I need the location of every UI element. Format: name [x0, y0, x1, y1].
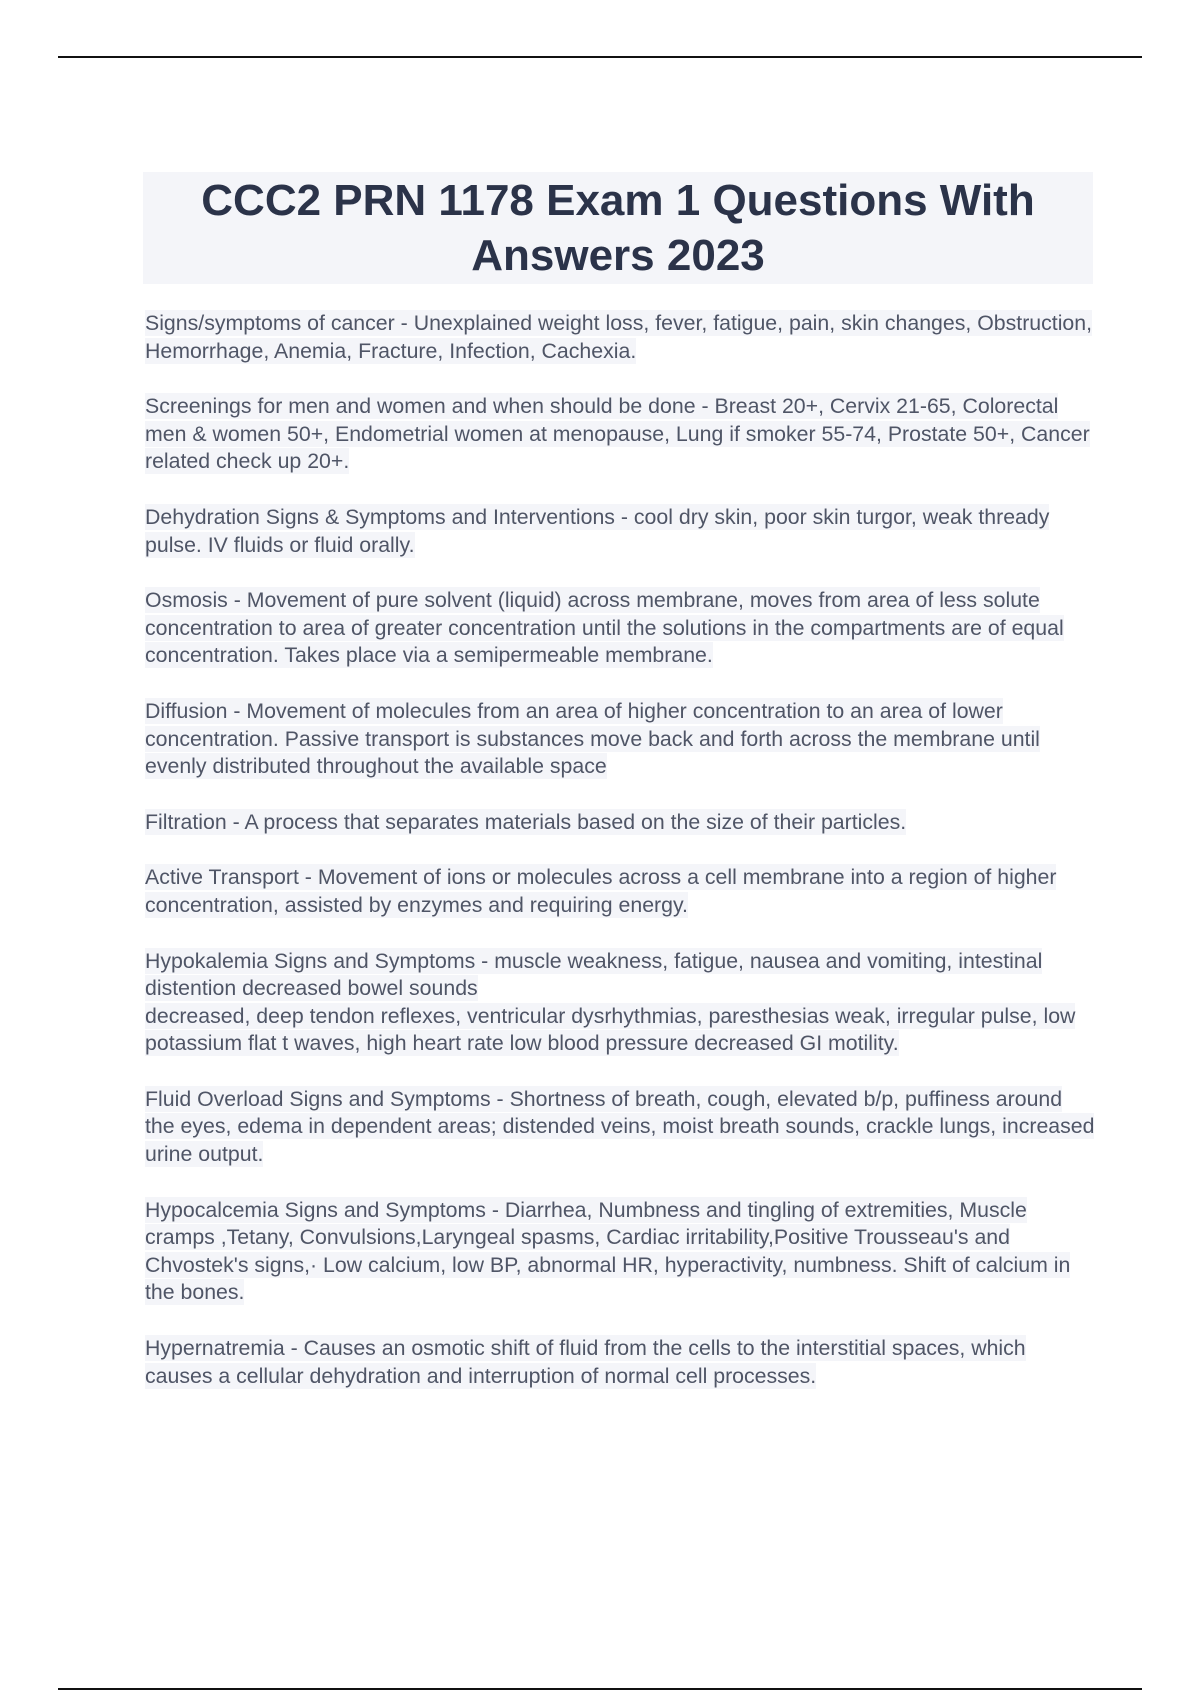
entry-active-transport: Active Transport - Movement of ions or molecules across a cell membrane into a region of higher concentration, assisted by enzymes and requiring energy. — [145, 865, 1057, 917]
entry-term: Hypocalcemia Signs and Symptoms — [145, 1197, 486, 1222]
title-banner — [143, 172, 1093, 284]
entry-filtration: Filtration - A process that separates materials based on the size of their particles. — [145, 809, 907, 834]
page-title: CCC2 PRN 1178 Exam 1 Questions With Answers 2023 — [201, 176, 1035, 280]
entry-definition: Movement of ions or molecules across a cell membrane into a region of higher concentration, assisted by enzymes and requiring energy. — [145, 865, 1057, 917]
entry-term: Diffusion — [145, 698, 228, 723]
header-rule — [58, 56, 1142, 58]
entry-term: Hypernatremia — [145, 1336, 285, 1361]
entry-hypernatremia: Hypernatremia - Causes an osmotic shift of fluid from the cells to the interstitial spaces, which causes a cellular dehydration and interruption of normal cell processes. — [145, 1336, 1026, 1388]
entry-hypocalcemia: Hypocalcemia Signs and Symptoms - Diarrhea, Numbness and tingling of extremities, Muscle cramps ,Tetany, Convulsions,Laryngeal spasms, Cardiac irritability,Positive Trousseau's and Chvostek's signs,· Low calcium, low BP, abnormal HR, hyperactivity, numbness. Shift of calcium in the bones. — [145, 1197, 1071, 1305]
entry-diffusion: Diffusion - Movement of molecules from an area of higher concentration to an area of lower concentration. Passive transport is substances move back and forth across the membrane until evenly distributed throughout the available space — [145, 698, 1040, 779]
entry-definition: A process that separates materials based on the size of their particles. — [244, 809, 907, 834]
entry-osmosis: Osmosis - Movement of pure solvent (liquid) across membrane, moves from area of less solute concentration to area of greater concentration until the solutions in the compartments are of equal concentration. Takes place via a semipermeable membrane. — [145, 588, 1064, 668]
entry-definition: Movement of pure solvent (liquid) across membrane, moves from area of less solute concentration to area of greater concentration until the solutions in the compartments are of equal concentration. Takes place via a semipermeable membrane. — [145, 588, 1064, 668]
entry-definition: muscle weakness, fatigue, nausea and vomiting, intestinal distention decreased bowel sounds — [145, 948, 1043, 1001]
entry-dehydration: Dehydration Signs & Symptoms and Interventions - cool dry skin, poor skin turgor, weak thready pulse. IV fluids or fluid orally. — [145, 504, 1050, 557]
footer-rule — [58, 1688, 1142, 1690]
entry-term: Signs/symptoms of cancer — [145, 311, 395, 335]
entry-cancer-signs: Signs/symptoms of cancer - Unexplained weight loss, fever, fatigue, pain, skin changes, Obstruction, Hemorrhage, Anemia, Fracture, Infection, Cachexia. — [145, 311, 1093, 363]
entry-term: Filtration — [145, 809, 227, 834]
entry-fluid-overload: Fluid Overload Signs and Symptoms - Shortness of breath, cough, elevated b/p, puffiness around the eyes, edema in dependent areas; distended veins, moist breath sounds, crackle lungs, increased urine output. — [145, 1086, 1095, 1167]
entry-definition: cool dry skin, poor skin turgor, weak thready pulse. IV fluids or fluid orally. — [145, 504, 1050, 557]
entry-term: Active Transport — [145, 865, 299, 890]
entry-definition: Causes an osmotic shift of fluid from the cells to the interstitial spaces, which causes a cellular dehydration and interruption of normal cell processes. — [145, 1336, 1026, 1388]
entry-term: Osmosis — [145, 588, 228, 613]
entry-screenings: Screenings for men and women and when should be done - Breast 20+, Cervix 21-65, Colorectal men & women 50+, Endometrial women at menopause, Lung if smoker 55-74, Prostate 50+, Cancer related check up 20+. — [145, 394, 1090, 474]
flashcard-list — [145, 310, 1095, 1418]
entry-term: Screenings for men and women and when should be done — [145, 394, 696, 419]
entry-hypokalemia: Hypokalemia Signs and Symptoms - muscle weakness, fatigue, nausea and vomiting, intestinal distention decreased bowel sounds decreased, deep tendon reflexes, ventricular dysrhythmias, paresthesias weak, irregular pulse, low potassium flat t waves, high heart rate low blood pressure decreased GI motility. — [145, 948, 1076, 1056]
entry-definition: Shortness of breath, cough, elevated b/p, puffiness around the eyes, edema in dependent areas; distended veins, moist breath sounds, crackle lungs, increased urine output. — [145, 1086, 1095, 1167]
entry-definition-continuation: decreased, deep tendon reflexes, ventricular dysrhythmias, paresthesias weak, irregular pulse, low potassium flat t waves, high heart rate low blood pressure decreased GI motility. — [145, 1003, 1076, 1056]
entry-definition: Unexplained weight loss, fever, fatigue, pain, skin changes, Obstruction, Hemorrhage, Anemia, Fracture, Infection, Cachexia. — [145, 311, 1093, 363]
entry-term: Hypokalemia Signs and Symptoms — [145, 948, 476, 973]
entry-definition: Diarrhea, Numbness and tingling of extremities, Muscle cramps ,Tetany, Convulsions,Laryngeal spasms, Cardiac irritability,Positive Trousseau's and Chvostek's signs,· Low calcium, low BP, abnormal HR, hyperactivity, numbness. Shift of calcium in the bones. — [145, 1197, 1071, 1305]
entry-definition: Breast 20+, Cervix 21-65, Colorectal men & women 50+, Endometrial women at menopause, Lung if smoker 55-74, Prostate 50+, Cancer related check up 20+. — [145, 394, 1090, 474]
entry-term: Fluid Overload Signs and Symptoms — [145, 1086, 491, 1111]
entry-definition: Movement of molecules from an area of higher concentration to an area of lower concentration. Passive transport is substances move back and forth across the membrane until evenly distributed throughout the available space — [145, 698, 1040, 779]
entry-term: Dehydration Signs & Symptoms and Interventions — [145, 504, 615, 529]
